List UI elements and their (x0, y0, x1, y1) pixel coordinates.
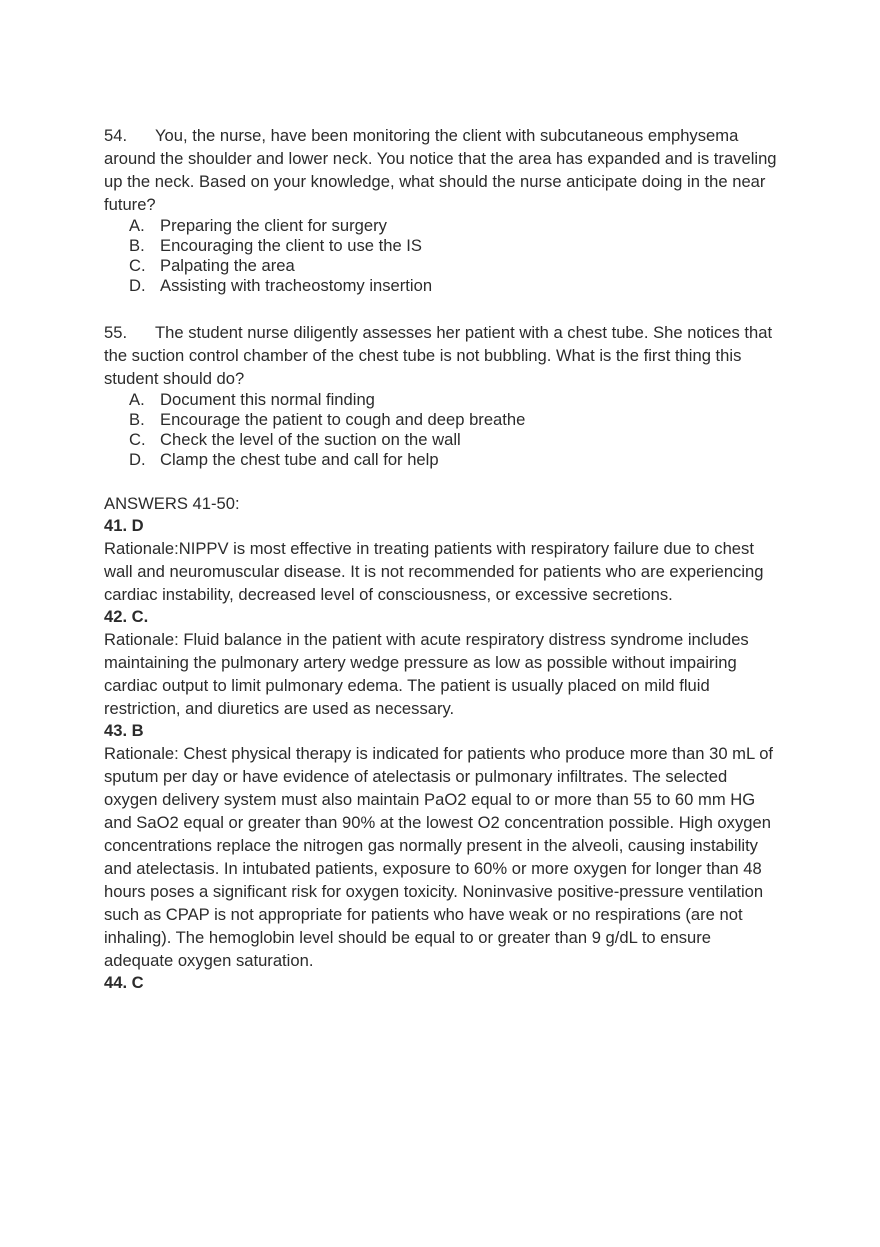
option-item (104, 450, 784, 470)
answers-section (104, 493, 784, 994)
option-text: Encouraging the client to use the IS (160, 236, 422, 255)
spacer (104, 470, 784, 493)
answer-key: 41. D (104, 516, 144, 535)
option-letter: D. (129, 276, 146, 295)
option-letter: D. (129, 450, 146, 469)
question-text: You, the nurse, have been monitoring the client with subcutaneous emphysema around the shoulder and lower neck. You notice that the area has expanded and is traveling up the neck. Based on your knowledge, what should the nurse anticipate doing in the near future? (104, 126, 777, 214)
option-text: Check the level of the suction on the wall (160, 430, 461, 449)
answer-key: 44. C (104, 973, 144, 992)
option-text: Clamp the chest tube and call for help (160, 450, 439, 469)
option-item (104, 256, 784, 276)
option-letter: A. (129, 216, 145, 235)
option-text: Encourage the patient to cough and deep breathe (160, 410, 526, 429)
answer-key: 43. B (104, 721, 144, 740)
question-55 (104, 321, 784, 470)
option-letter: A. (129, 390, 145, 409)
option-text: Preparing the client for surgery (160, 216, 387, 235)
option-text: Document this normal finding (160, 390, 375, 409)
question-text: The student nurse diligently assesses her patient with a chest tube. She notices that the suction control chamber of the chest tube is not bubbling. What is the first thing this student should do? (104, 323, 773, 388)
option-item (104, 216, 784, 236)
option-letter: B. (129, 410, 145, 429)
option-letter: C. (129, 430, 146, 449)
option-list (104, 216, 784, 296)
question-stem (104, 321, 784, 390)
option-item (104, 390, 784, 410)
option-item (104, 410, 784, 430)
option-text: Assisting with tracheostomy insertion (160, 276, 433, 295)
option-letter: C. (129, 256, 146, 275)
document-page (104, 124, 784, 994)
question-number: 55. (104, 323, 128, 342)
option-item (104, 430, 784, 450)
option-item (104, 236, 784, 256)
answer-key: 42. C. (104, 607, 149, 626)
question-number: 54. (104, 126, 128, 145)
answer-rationale: Rationale: Fluid balance in the patient with acute respiratory distress syndrome includes maintaining the pulmonary artery wedge pressure as low as possible without impairing cardiac output to limit pulmonary edema. The patient is usually placed on mild fluid restriction, and diuretics are used as necessary. (104, 630, 749, 718)
answer-rationale: Rationale: Chest physical therapy is indicated for patients who produce more than 30 mL of sputum per day or have evidence of atelectasis or pulmonary infiltrates. The selected oxygen delivery system must also maintain PaO2 equal to or more than 55 to 60 mm HG and SaO2 equal or greater than 90% at the lowest O2 concentration possible. High oxygen concentrations replace the nitrogen gas normally present in the alveoli, causing instability and atelectasis. In intubated patients, exposure to 60% or more oxygen for longer than 48 hours poses a significant risk for oxygen toxicity. Noninvasive positive-pressure ventilation such as CPAP is not appropriate for patients who have weak or no respirations (are not inhaling). The hemoglobin level should be equal to or greater than 9 g/dL to ensure adequate oxygen saturation. (104, 744, 774, 970)
option-list (104, 390, 784, 470)
option-text: Palpating the area (160, 256, 295, 275)
question-stem (104, 124, 784, 216)
option-item (104, 276, 784, 296)
answer-rationale: Rationale:NIPPV is most effective in treating patients with respiratory failure due to chest wall and neuromuscular disease. It is not recommended for patients who are experiencing cardiac instability, decreased level of consciousness, or excessive secretions. (104, 539, 764, 604)
option-letter: B. (129, 236, 145, 255)
spacer (104, 296, 784, 321)
question-54 (104, 124, 784, 296)
answers-heading: ANSWERS 41-50: (104, 494, 240, 513)
